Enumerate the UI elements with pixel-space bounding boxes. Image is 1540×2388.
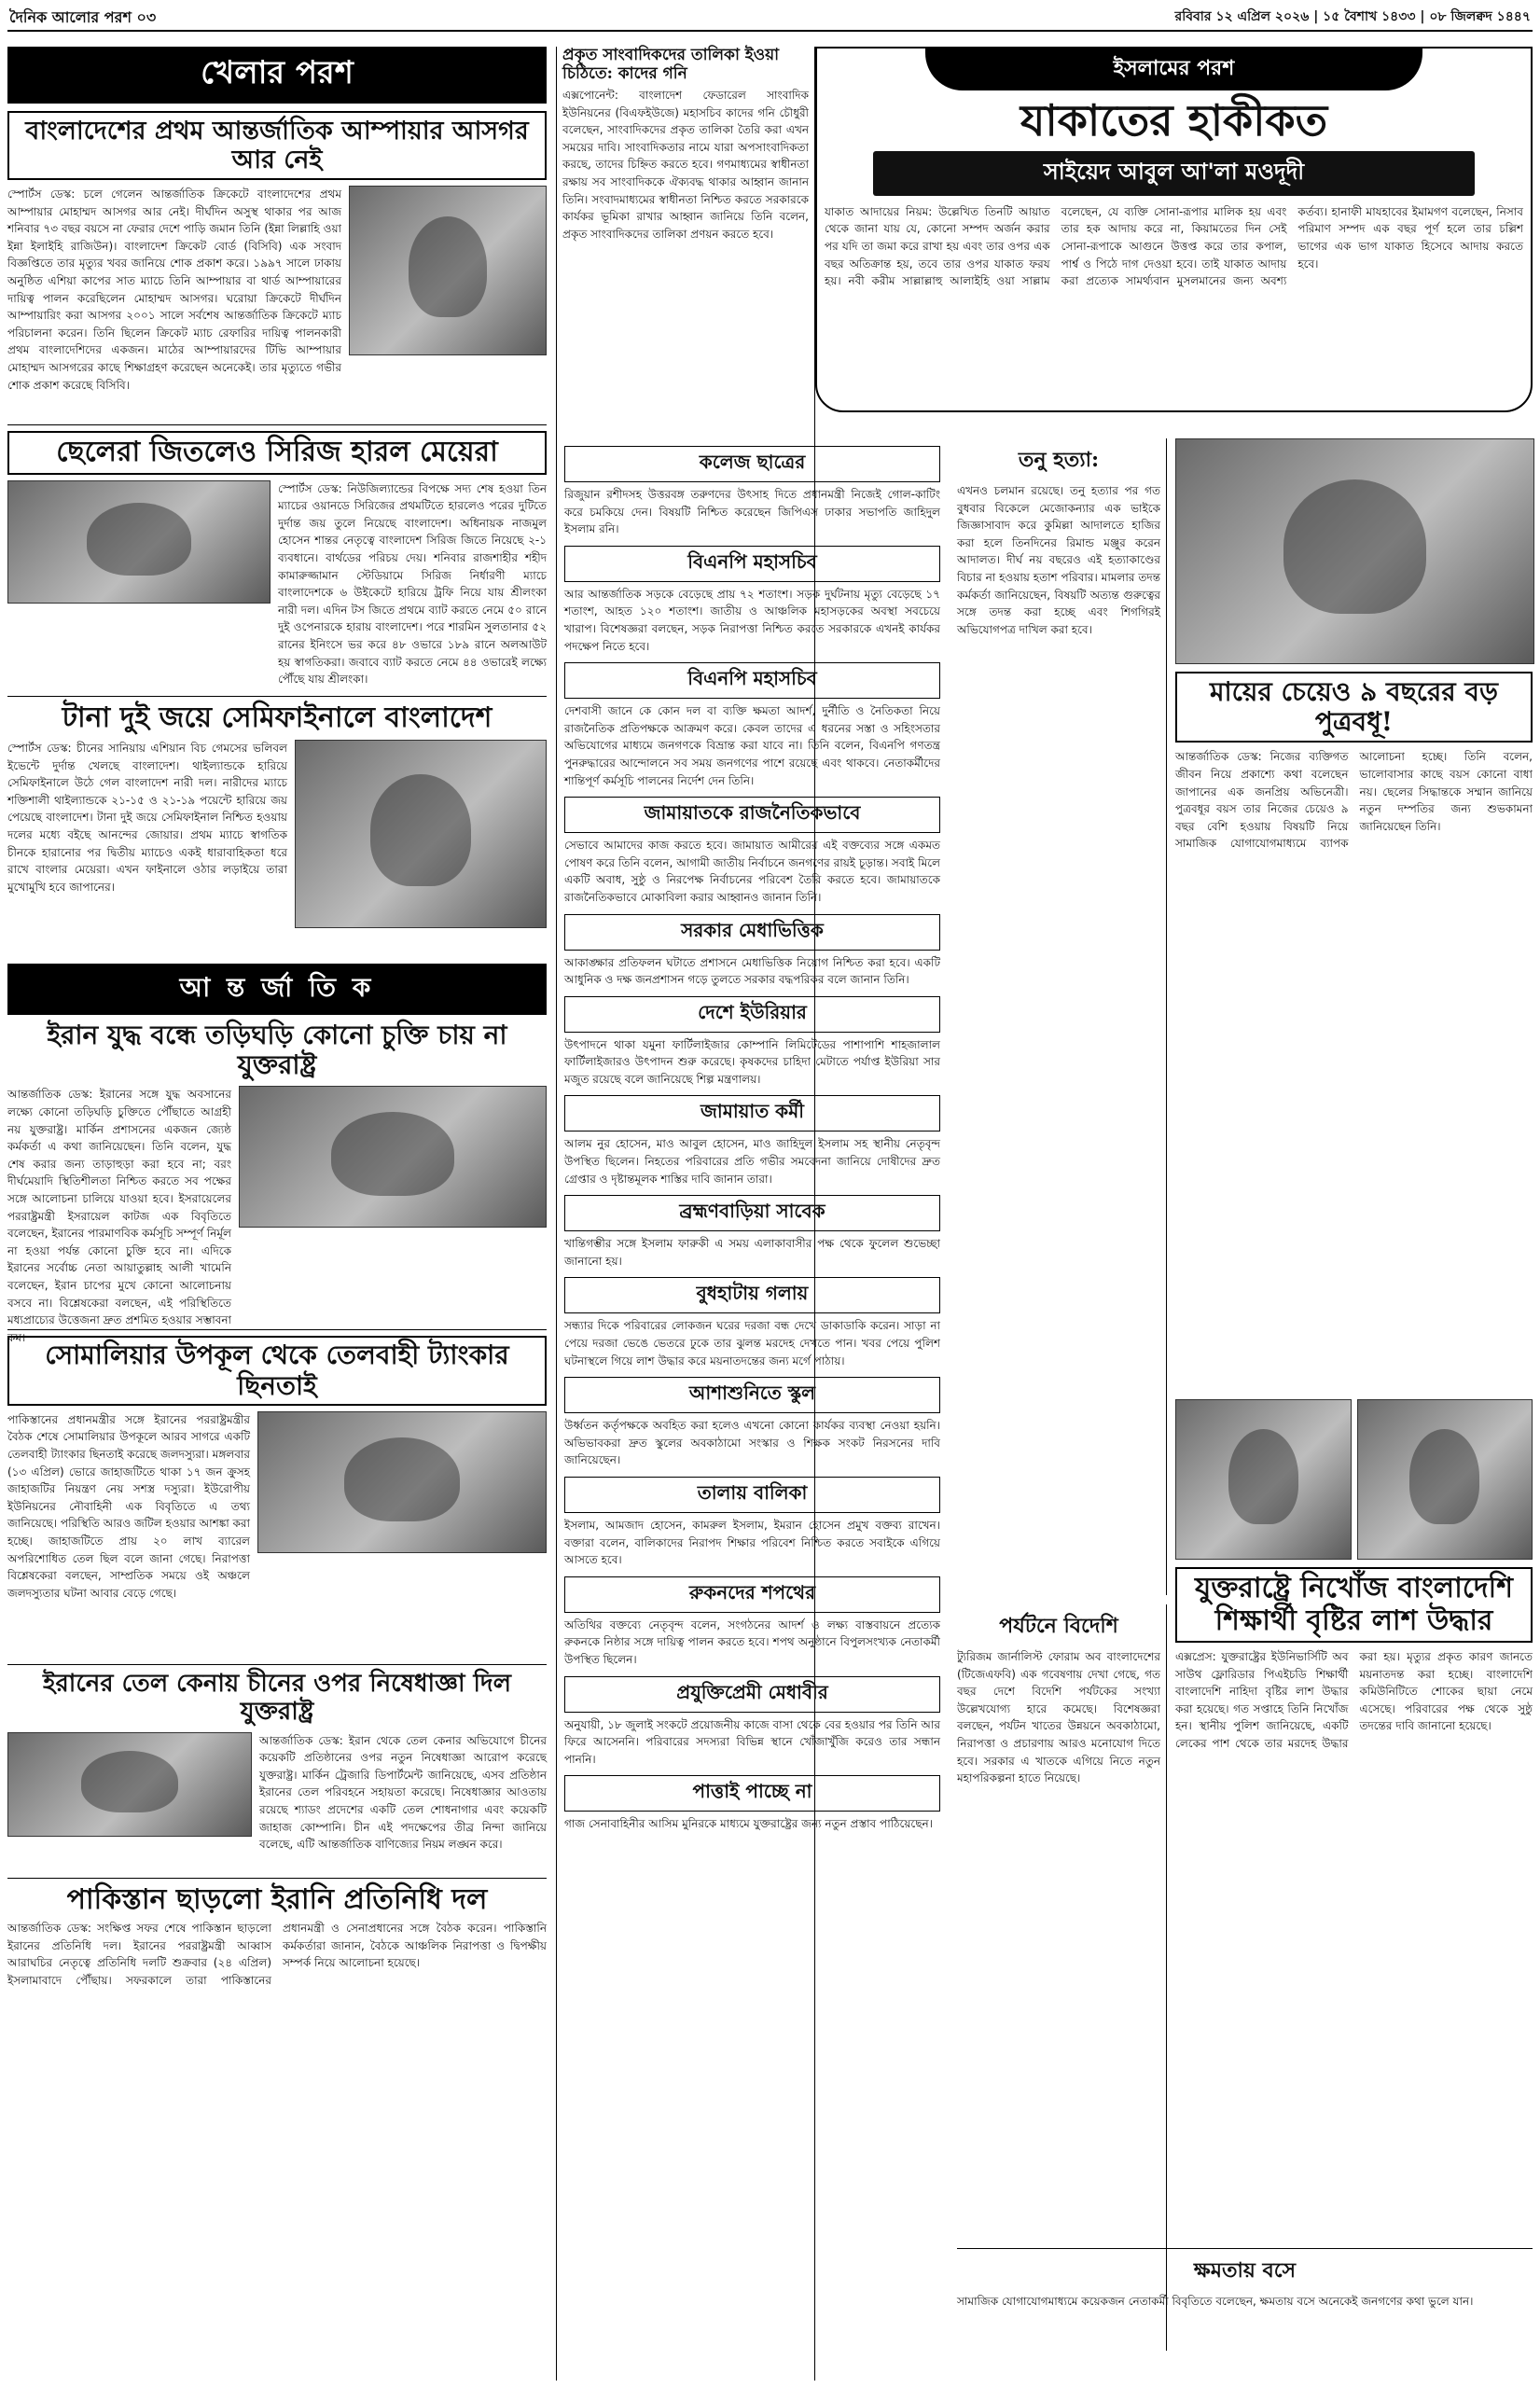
jump-4-head: জামায়াতকে রাজনৈতিকভাবে (564, 797, 940, 833)
c-a4-head: যুক্তরাষ্ট্রে নিখোঁজ বাংলাদেশি শিক্ষার্থী বৃষ্টির লাশ উদ্ধার (1175, 1567, 1533, 1643)
jump-news-area (556, 438, 948, 2381)
jump-13-body: অনুযায়ী, ১৮ জুলাই সংকটে প্রয়োজনীয় কাজে বাসা থেকে বের হওয়ার পর তিনি আর ফিরে আসেননি। পরিবারের সদস্যরা বিভিন্ন স্থানে খোঁজাখুঁজি করেও তার সন্ধান পাননি। (564, 1717, 940, 1766)
islam-body: যাকাত আদায়ের নিয়ম: উল্লেখিত তিনটি আয়াত থেকে জানা যায় যে, কোনো সম্পদ অর্জন করার পর যদি তা জমা করে রাখা হয় এবং তার ওপর এক বছর অতিক্রান্ত হয়, তবে তার ওপর যাকাত ফরয হয়। নবী করীম সাল্লাল্লাহু আলাইহি ওয়া সাল্লাম বলেছেন, যে ব্যক্তি সোনা-রূপার মালিক হয় এবং তার হক আদায় করে না, কিয়ামতের দিন সেই সোনা-রূপাকে আগুনে উত্তপ্ত করে তার কপাল, পার্শ্ব ও পিঠে দাগ দেওয়া হবে। তাই যাকাত আদায় করা প্রত্যেক সামর্থ্যবান মুসলমানের জন্য অবশ্য কর্তব্য। হানাফী মাযহাবের ইমামগণ বলেছেন, নিসাব পরিমাণ সম্পদ এক বছর পূর্ণ হলে তার চল্লিশ ভাগের এক ভাগ যাকাত হিসেবে আদায় করতে হবে। (825, 204, 1523, 288)
sports-a1-headline: বাংলাদেশের প্রথম আন্তর্জাতিক আম্পায়ার আসগর আর নেই (7, 111, 547, 180)
islam-section (815, 47, 1533, 420)
intl-a3-headline: ইরানের তেল কেনায় চীনের ওপর নিষেধাজ্ঞা দিল যুক্তরাষ্ট্র (42, 1669, 512, 1726)
jump-9-body: সন্ধ্যার দিকে পরিবারের লোকজন ঘরের দরজা বন্ধ দেখে ডাকাডাকি করেন। সাড়া না পেয়ে দরজা ভেঙে ভেতরে ঢুকে তার ঝুলন্ত মরদেহ দেখতে পান। খবর পেয়ে পুলিশ ঘটনাস্থলে গিয়ে লাশ উদ্ধার করে ময়নাতদন্তের জন্য মর্গে পাঠায়। (564, 1319, 940, 1368)
islam-section-title: ইসলামের পরশ (925, 49, 1422, 90)
jump-11-head: তালায় বালিকা (564, 1477, 940, 1513)
jump-2-head: বিএনপি মহাসচিব (564, 546, 940, 582)
intl-a4-body: আন্তর্জাতিক ডেস্ক: সংক্ষিপ্ত সফর শেষে পাকিস্তান ছাড়লো ইরানের প্রতিনিধি দল। ইরানের পররাষ্ট্রমন্ত্রী আব্বাস আরাঘচির নেতৃত্বে প্রতিনিধি দলটি শুক্রবার (২৪ এপ্রিল) ইসলামাবাদে পৌঁছায়। সফরকালে তারা পাকিস্তানের প্রধানমন্ত্রী ও সেনাপ্রধানের সঙ্গে বৈঠক করেন। পাকিস্তানি কর্মকর্তারা জানান, বৈঠকে আঞ্চলিক নিরাপত্তা ও দ্বিপক্ষীয় সম্পর্ক নিয়ে আলোচনা হয়েছে। (7, 1922, 547, 1987)
jump-2-body: আর আন্তর্জাতিক সড়কে বেড়েছে প্রায় ৭২ শতাংশ। সড়ক দুর্ঘটনায় মৃত্যু বেড়েছে ১৭ শতাংশ, আহত ১২০ শতাংশ। জাতীয় ও আঞ্চলিক মহাসড়কের অবস্থা সবচেয়ে খারাপ। বিশেষজ্ঞরা বলছেন, সড়ক নিরাপত্তা নিশ্চিত করতে সরকারকে এখনই কার্যকর পদক্ষেপ নিতে হবে। (564, 587, 940, 653)
sports-a2-body: স্পোর্টস ডেস্ক: নিউজিল্যান্ডের বিপক্ষে সদ্য শেষ হওয়া তিন ম্যাচের ওয়ানডে সিরিজের প্রথমটিতে হারলেও পরের দুটিতে দুর্দান্ত জয় তুলে নিয়েছে বাংলাদেশ। অধিনায়ক নাজমুল হোসেন শান্তর নেতৃত্বে বাংলাদেশ সিরিজ জিতে নিয়েছে ২-১ ব্যবধানে। বার্থডের পরিচয় দেয়। শনিবার রাজশাহীর শহীদ কামারুজ্জামান স্টেডিয়ামে সিরিজ নির্ধারণী ম্যাচে বাংলাদেশকে ৬ উইকেটে হারিয়ে ট্রফি নিয়ে যায় শ্রীলংকা নারী দল। এদিন টস জিতে প্রথমে ব্যাট করতে নেমে ৫০ রানে দুই ওপেনারকে হারায় বাংলাদেশ। পরে শারমিন সুলতানার ৫২ রানের ইনিংসে ভর করে ৪৮ ওভারে ১৮৯ রানে অলআউট হয় স্বাগতিকরা। জবাবে ব্যাট করতে নেমে ৪৪ ওভারেই লক্ষ্যে পৌঁছে যায় শ্রীলংকা। (278, 481, 547, 687)
power-article (957, 2248, 1533, 2380)
jump-13-head: প্রযুক্তিপ্রেমী মেধাবীর (564, 1676, 940, 1713)
tanker-photo (257, 1411, 547, 1553)
jump-4-body: সেভাবে আমাদের কাজ করতে হবে। জামায়াত আমীরের এই বক্তব্যের সঙ্গে একমত পোষণ করে তিনি বলেন, আগামী জাতীয় নির্বাচনে জনগণের রায়ই চূড়ান্ত। সবাই মিলে একটি অবাধ, সুষ্ঠু ও নিরপেক্ষ নির্বাচনের পরিবেশ তৈরি করতে হবে। জামায়াতকে রাজনৈতিকভাবে মোকাবিলা করার আহ্বানও জানান তিনি। (564, 839, 940, 904)
sports-a2-headline: ছেলেরা জিতলেও সিরিজ হারল মেয়েরা (7, 431, 547, 475)
middle-top-body: এক্সপোনেন্ট: বাংলাদেশ ফেডারেল সাংবাদিক ইউনিয়নের (বিএফইউজে) মহাসচিব কাদের গনি চৌধুরী বলেছেন, সাংবাদিকদের প্রকৃত তালিকা তৈরি করা এখন সময়ের দাবি। সাংবাদিকতার নামে যারা অপসাংবাদিকতা করছে, তাদের চিহ্নিত করতে হবে। গণমাধ্যমের স্বাধীনতা রক্ষায় সব সাংবাদিককে ঐক্যবদ্ধ থাকার আহ্বান জানান তিনি। সংবাদমাধ্যমের স্বাধীনতা নিশ্চিত করতে সরকারকে কার্যকর ভূমিকা রাখার আহ্বান জানিয়ে তিনি বলেন, প্রকৃত সাংবাদিকদের তালিকা প্রণয়ন করতে হবে। (562, 89, 809, 241)
intl-a2-headline: সোমালিয়ার উপকূল থেকে তেলবাহী ট্যাংকার ছিনতাই (7, 1336, 547, 1405)
jump-6-head: দেশে ইউরিয়ার (564, 996, 940, 1033)
sports-a3-body: স্পোর্টস ডেস্ক: চীনের সানিয়ায় এশিয়ান বিচ গেমসের ভলিবল ইভেন্টে দুর্দান্ত খেলছে বাংলাদেশ। থাইল্যান্ডকে হারিয়ে সেমিফাইনালে উঠে গেল বাংলাদেশ নারী দল। নারীদের ম্যাচে শক্তিশালী থাইল্যান্ডকে ২১-১৫ ও ২১-১৯ পয়েন্টে হারিয়ে জয় পেয়েছে বাংলাদেশ। টানা দুই জয়ে সেমিফাইনাল নিশ্চিত হওয়ায় দলের মধ্যে বইছে আনন্দের জোয়ার। প্রথম ম্যাচে স্বাগতিক চীনকে হারানোর পর দ্বিতীয় ম্যাচেও একই ধারাবাহিকতা ধরে রাখে বাংলার মেয়েরা। এখন ফাইনালে ওঠার লড়াইয়ে তারা মুখোমুখি হবে জাপানের। (7, 742, 287, 894)
jump-6-body: উৎপাদনে থাকা যমুনা ফার্টিলাইজার কোম্পানি লিমিটেডের পাশাপাশি শাহজালাল ফার্টিলাইজারও উৎপাদন শুরু করেছে। কৃষকদের চাহিদা মেটাতে পর্যাপ্ত ইউরিয়া সার মজুত রয়েছে বলে জানিয়েছে শিল্প মন্ত্রণালয়। (564, 1037, 940, 1086)
volleyball-team-photo (295, 740, 547, 928)
couple-photo (1175, 438, 1534, 664)
sports-a1-body: স্পোর্টস ডেস্ক: চলে গেলেন আন্তর্জাতিক ক্রিকেটে বাংলাদেশের প্রথম আম্পায়ার মোহাম্মদ আসগর আর নেই। দীর্ঘদিন অসুস্থ থাকার পর আজ শনিবার ৭৩ বছর বয়সে না ফেরার দেশে পাড়ি জমান তিনি (ইন্না লিল্লাহি ওয়া ইন্না ইলাইহি রাজিউন)। বাংলাদেশ ক্রিকেট বোর্ড (বিসিবি) এক সংবাদ বিজ্ঞপ্তিতে তার মৃত্যুর খবর জানিয়ে শোক প্রকাশ করে। ১৯৯৭ সালে ঢাকায় অনুষ্ঠিত এশিয়া কাপের সাত ম্যাচে তিনি আম্পায়ার বা থার্ড আম্পায়ারের দায়িত্ব পালন করেছিলেন মোহাম্মদ আসগর। ঘরোয়া ক্রিকেটে দীর্ঘদিন আম্পায়ারিং করা আসগর ২০০১ সালে সর্বশেষ আন্তর্জাতিক ক্রিকেটে ম্যাচ পরিচালনা করেন। তিনি ছিলেন ক্রিকেট ম্যাচ রেফারির দায়িত্ব পালনকারী প্রথম বাংলাদেশিদের একজন। মাঠের আম্পায়ারদের টিভি আম্পায়ার মোহাম্মদ আসগরের কাছে শিক্ষাগ্রহণ করেছেন অনেকেই। তার মৃত্যুতে গভীর শোক প্রকাশ করেছে বিসিবি। (7, 187, 341, 392)
sports-a3-headline: টানা দুই জয়ে সেমিফাইনালে বাংলাদেশ (62, 701, 493, 734)
jump-9-head: বুধহাটায় গলায় (564, 1277, 940, 1313)
international-section-title: আ ন্ত র্জা তি ক (7, 964, 547, 1015)
c-a2-body: আন্তর্জাতিক ডেস্ক: নিজের ব্যক্তিগত জীবন নিয়ে প্রকাশ্যে কথা বলেছেন জাপানের এক জনপ্রিয় অভিনেত্রী। পুত্রবধূর বয়স তার নিজের চেয়েও ৯ বছর বেশি হওয়ায় বিষয়টি নিয়ে সামাজিক যোগাযোগমাধ্যমে ব্যাপক আলোচনা হচ্ছে। তিনি বলেন, ভালোবাসার কাছে বয়স কোনো বাধা নয়। ছেলের সিদ্ধান্তকে সম্মান জানিয়ে নতুন দম্পতির জন্য শুভকামনা জানিয়েছেন তিনি। (1175, 750, 1533, 851)
masthead-left: দৈনিক আলোর পরশ ০৩ (9, 8, 157, 26)
c-a5-body: সামাজিক যোগাযোগমাধ্যমে কয়েকজন নেতাকর্মী বিবৃতিতে বলেছেন, ক্ষমতায় বসে অনেকেই জনগণের কথা ভুলে যান। (957, 2295, 1474, 2308)
jump-14-body: গাজ সেনাবাহিনীর আসিম মুনিরকে মাধ্যমে যুক্তরাষ্ট্রের জন্য নতুন প্রস্তাব পাঠিয়েছেন। (564, 1817, 933, 1831)
c-a2-head: মায়ের চেয়েও ৯ বছরের বড় পুত্রবধূ! (1175, 672, 1533, 743)
c-a1-head: তনু হত্যা: (1018, 448, 1100, 472)
jump-10-head: আশাশুনিতে স্কুল (564, 1377, 940, 1413)
intl-a1-body: আন্তর্জাতিক ডেস্ক: ইরানের সঙ্গে যুদ্ধ অবসানের লক্ষ্যে কোনো তড়িঘড়ি চুক্তিতে পৌঁছাতে আগ্রহী নয় যুক্তরাষ্ট্র। মার্কিন প্রশাসনের একজন জ্যেষ্ঠ কর্মকর্তা এ কথা জানিয়েছেন। তিনি বলেন, যুদ্ধ শেষ করার জন্য তাড়াহুড়া করা হবে না; বরং দীর্ঘমেয়াদি স্থিতিশীলতা নিশ্চিত করতে সব পক্ষের সঙ্গে আলোচনা চালিয়ে যাওয়া হবে। ইসরায়েলের পররাষ্ট্রমন্ত্রী ইসরায়েল কাটজ এক বিবৃতিতে বলেছেন, ইরানের পারমাণবিক কর্মসূচি সম্পূর্ণ নির্মূল না হওয়া পর্যন্ত কোনো চুক্তি হবে না। এদিকে ইরানের সর্বোচ্চ নেতা আয়াতুল্লাহ আলী খামেনি বলেছেন, ইরান চাপের মুখে কোনো আলোচনায় বসবে না। বিশ্লেষকেরা বলছেন, এই পরিস্থিতিতে মধ্যপ্রাচ্যের উত্তেজনা দ্রুত প্রশমিত হওয়ার সম্ভাবনা কম। (7, 1088, 231, 1344)
c-a3-head: পর্যটনে বিদেশি (999, 1614, 1118, 1638)
jump-14-head: পাত্তাই পাচ্ছে না (564, 1775, 940, 1812)
sports-international-column (7, 47, 547, 2381)
student-photo-1 (1175, 1399, 1352, 1560)
middle-top-headline: প্রকৃত সাংবাদিকদের তালিকা ইওয়া চিঠিতে: কাদের গনি (562, 46, 780, 83)
tanu-article (957, 438, 1167, 1595)
jump-5-head: সরকার মেধাভিত্তিক (564, 914, 940, 951)
jump-10-body: উর্ধ্বতন কর্তৃপক্ষকে অবহিত করা হলেও এখনো কোনো কার্যকর ব্যবস্থা নেওয়া হয়নি। অভিভাবকরা দ্রুত স্কুলের অবকাঠামো সংস্কার ও শিক্ষক সংকট নিরসনের দাবি জানিয়েছেন। (564, 1419, 940, 1467)
c-a3-body: ট্যুরিজম জার্নালিস্ট ফোরাম অব বাংলাদেশের (টিজেএফবি) এক গবেষণায় দেখা গেছে, গত বছর দেশে বিদেশি পর্যটকের সংখ্যা উল্লেখযোগ্য হারে কমেছে। বিশেষজ্ঞরা বলছেন, পর্যটন খাতের উন্নয়নে অবকাঠামো, নিরাপত্তা ও প্রচারণায় আরও মনোযোগ দিতে হবে। সরকার এ খাতকে এগিয়ে নিতে নতুন মহাপরিকল্পনা হাতে নিয়েছে। (957, 1650, 1160, 1785)
intl-a1-headline: ইরান যুদ্ধ বন্ধে তড়িঘড়ি কোনো চুক্তি চায় না যুক্তরাষ্ট্র (47, 1020, 507, 1081)
jump-3-head: বিএনপি মহাসচিব (564, 662, 940, 699)
jump-12-body: অতিথির বক্তব্যে নেতৃবৃন্দ বলেন, সংগঠনের আদর্শ ও লক্ষ্য বাস্তবায়নে প্রত্যেক রুকনকে নিষ্ঠার সঙ্গে দায়িত্ব পালন করতে হবে। শপথ অনুষ্ঠানে বিপুলসংখ্যক নেতাকর্মী উপস্থিত ছিলেন। (564, 1617, 940, 1666)
masthead-right: রবিবার ১২ এপ্রিল ২০২৬ | ১৫ বৈশাখ ১৪৩৩ | ০৮ জিলক্বদ ১৪৪৭ (1174, 9, 1531, 24)
umpire-photo (349, 186, 547, 355)
student-article (1175, 1399, 1533, 2152)
c-a5-head: ক্ষমতায় বসে (1193, 2258, 1297, 2283)
cricket-photo (7, 480, 271, 604)
intl-a2-body: পাকিস্তানের প্রধানমন্ত্রীর সঙ্গে ইরানের পররাষ্ট্রমন্ত্রীর বৈঠক শেষে সোমালিয়ার উপকূলে আরব সাগরে একটি তেলবাহী ট্যাংকার ছিনতাই করেছে জলদস্যুরা। মঙ্গলবার (১৩ এপ্রিল) ভোরে জাহাজটিতে থাকা ১৭ জন ক্রুসহ জাহাজটির নিয়ন্ত্রণ নেয় সশস্ত্র দস্যুরা। ইউরোপীয় ইউনিয়নের নৌবাহিনী এক বিবৃতিতে এ তথ্য জানিয়েছে। পরিস্থিতি আরও জটিল হওয়ার আশঙ্কা করা হচ্ছে। জাহাজটিতে প্রায় ২০ লাখ ব্যারেল অপরিশোধিত তেল ছিল বলে জানা গেছে। নিরাপত্তা বিশ্লেষকেরা বলছেন, সাম্প্রতিক সময়ে ওই অঞ্চলে জলদস্যুতার ঘটনা আবার বেড়ে গেছে। (7, 1412, 250, 1600)
islam-author: সাইয়েদ আবুল আ'লা মওদূদী (873, 151, 1474, 196)
masthead-rule (7, 30, 1533, 32)
sports-section-title: খেলার পরশ (7, 47, 547, 104)
jump-11-body: ইসলাম, আমজাদ হোসেন, কামরুল ইসলাম, ইমরান হোসেন প্রমুখ বক্তব্য রাখেন। বক্তারা বলেন, বালিকাদের নিরাপদ শিক্ষার পরিবেশ নিশ্চিত করতে সবাইকে এগিয়ে আসতে হবে। (564, 1519, 940, 1567)
jump-12-head: রুকনদের শপথের (564, 1576, 940, 1613)
jump-8-head: ব্রহ্মণবাড়িয়া সাবেক (564, 1195, 940, 1231)
jump-7-body: আলম নুর হোসেন, মাও আবুল হোসেন, মাও জাহিদুল ইসলাম সহ স্থানীয় নেতৃবৃন্দ উপস্থিত ছিলেন। নিহতের পরিবারের প্রতি গভীর সমবেদনা জানিয়ে দোষীদের দ্রুত গ্রেপ্তার ও দৃষ্টান্তমূলক শাস্তির দাবি জানান তারা। (564, 1137, 940, 1186)
islam-headline: যাকাতের হাকীকত (1020, 95, 1328, 146)
us-official-photo (239, 1086, 547, 1228)
refinery-photo (7, 1732, 252, 1837)
c-a4-body: এক্সপ্রেস: যুক্তরাষ্ট্রের ইউনিভার্সিটি অব সাউথ ফ্লোরিডার পিএইচডি শিক্ষার্থী বাংলাদেশি নাহিদা বৃষ্টির লাশ উদ্ধার করা হয়েছে। গত সপ্তাহে তিনি নিখোঁজ হন। স্থানীয় পুলিশ জানিয়েছে, একটি লেকের পাশ থেকে তার মরদেহ উদ্ধার করা হয়। মৃত্যুর প্রকৃত কারণ জানতে ময়নাতদন্ত করা হচ্ছে। বাংলাদেশি কমিউনিটিতে শোকের ছায়া নেমে এসেছে। পরিবারের পক্ষ থেকে সুষ্ঠু তদন্তের দাবি জানানো হয়েছে। (1175, 1650, 1533, 1750)
jump-1-head: কলেজ ছাত্রের (564, 446, 940, 482)
jump-8-body: খান্তিগম্ভীর সঙ্গে ইসলাম ফারুকী এ সময় এলাকাবাসীর পক্ষ থেকে ফুলেল শুভেচ্ছা জানানো হয়। (564, 1237, 940, 1268)
jump-3-body: দেশবাসী জানে কে কোন দল বা ব্যক্তি ক্ষমতা আদর্শ, দুর্নীতি ও নৈতিকতা নিয়ে রাজনৈতিক প্রতিপক্ষকে আক্রমণ করে। কেবল তাদের এ ধরনের সস্তা ও সহিংসতার অভিযোগের মাধ্যমে জনগণকে বিভ্রান্ত করা যাবে না। তিনি বলেন, বিএনপি গণতন্ত্র পুনরুদ্ধারের আন্দোলনে সব সময় জনগণের পাশে রয়েছে এবং থাকবে। নেতাকর্মীদের শান্তিপূর্ণ কর্মসূচি পালনের নির্দেশ দেন তিনি। (564, 704, 940, 787)
tourism-article (957, 1604, 1167, 2351)
bride-article (1175, 438, 1533, 1457)
intl-a3-body: আন্তর্জাতিক ডেস্ক: ইরান থেকে তেল কেনার অভিযোগে চীনের কয়েকটি প্রতিষ্ঠানের ওপর নতুন নিষেধাজ্ঞা আরোপ করেছে যুক্তরাষ্ট্র। মার্কিন ট্রেজারি ডিপার্টমেন্ট জানিয়েছে, এসব প্রতিষ্ঠান ইরানের তেল পরিবহনে সহায়তা করেছে। নিষেধাজ্ঞার আওতায় রয়েছে শ্যাডং প্রদেশের একটি তেল শোধনাগার এবং কয়েকটি জাহাজ কোম্পানি। চীন এই পদক্ষেপের তীব্র নিন্দা জানিয়ে বলেছে, এটি আন্তর্জাতিক বাণিজ্যের নিয়ম লঙ্ঘন করে। (259, 1733, 547, 1852)
jump-7-head: জামায়াত কর্মী (564, 1095, 940, 1132)
jump-1-body: রিজুয়ান রশীদসহ উত্তরবঙ্গ তরুণদের উৎসাহ দিতে প্রধানমন্ত্রী নিজেই গোল-কাটিং করে চমকিয়ে দেন। বিষয়টি নিশ্চিত করেছেন জিপিএস ঢাকার সভাপতি জাহিদুল ইসলাম রনি। (564, 488, 940, 536)
student-photo-2 (1357, 1399, 1533, 1560)
c-a1-body: এখনও চলমান রয়েছে। তনু হত্যার পর গত বুধবার বিকেলে মেজোকন্যার এক ভাইকে জিজ্ঞাসাবাদ করে কুমিল্লা আদালতে হাজির করা হলে তিনদিনের রিমান্ড মঞ্জুর করেন আদালত। দীর্ঘ নয় বছরেও এই হত্যাকাণ্ডের বিচার না হওয়ায় হতাশ পরিবার। মামলার তদন্ত কর্মকর্তা জানিয়েছেন, বিষয়টি অত্যন্ত গুরুত্বের সঙ্গে তদন্ত করা হচ্ছে এবং শিগগিরই অভিযোগপত্র দাখিল করা হবে। (957, 484, 1160, 636)
jump-5-body: আকাঙ্ক্ষার প্রতিফলন ঘটাতে প্রশাসনে মেধাভিত্তিক নিয়োগ নিশ্চিত করা হবে। একটি আধুনিক ও দক্ষ জনপ্রশাসন গড়ে তুলতে সরকার বদ্ধপরিকর বলে জানান তিনি। (564, 955, 940, 987)
intl-a4-headline: পাকিস্তান ছাড়লো ইরানি প্রতিনিধি দল (66, 1882, 488, 1916)
